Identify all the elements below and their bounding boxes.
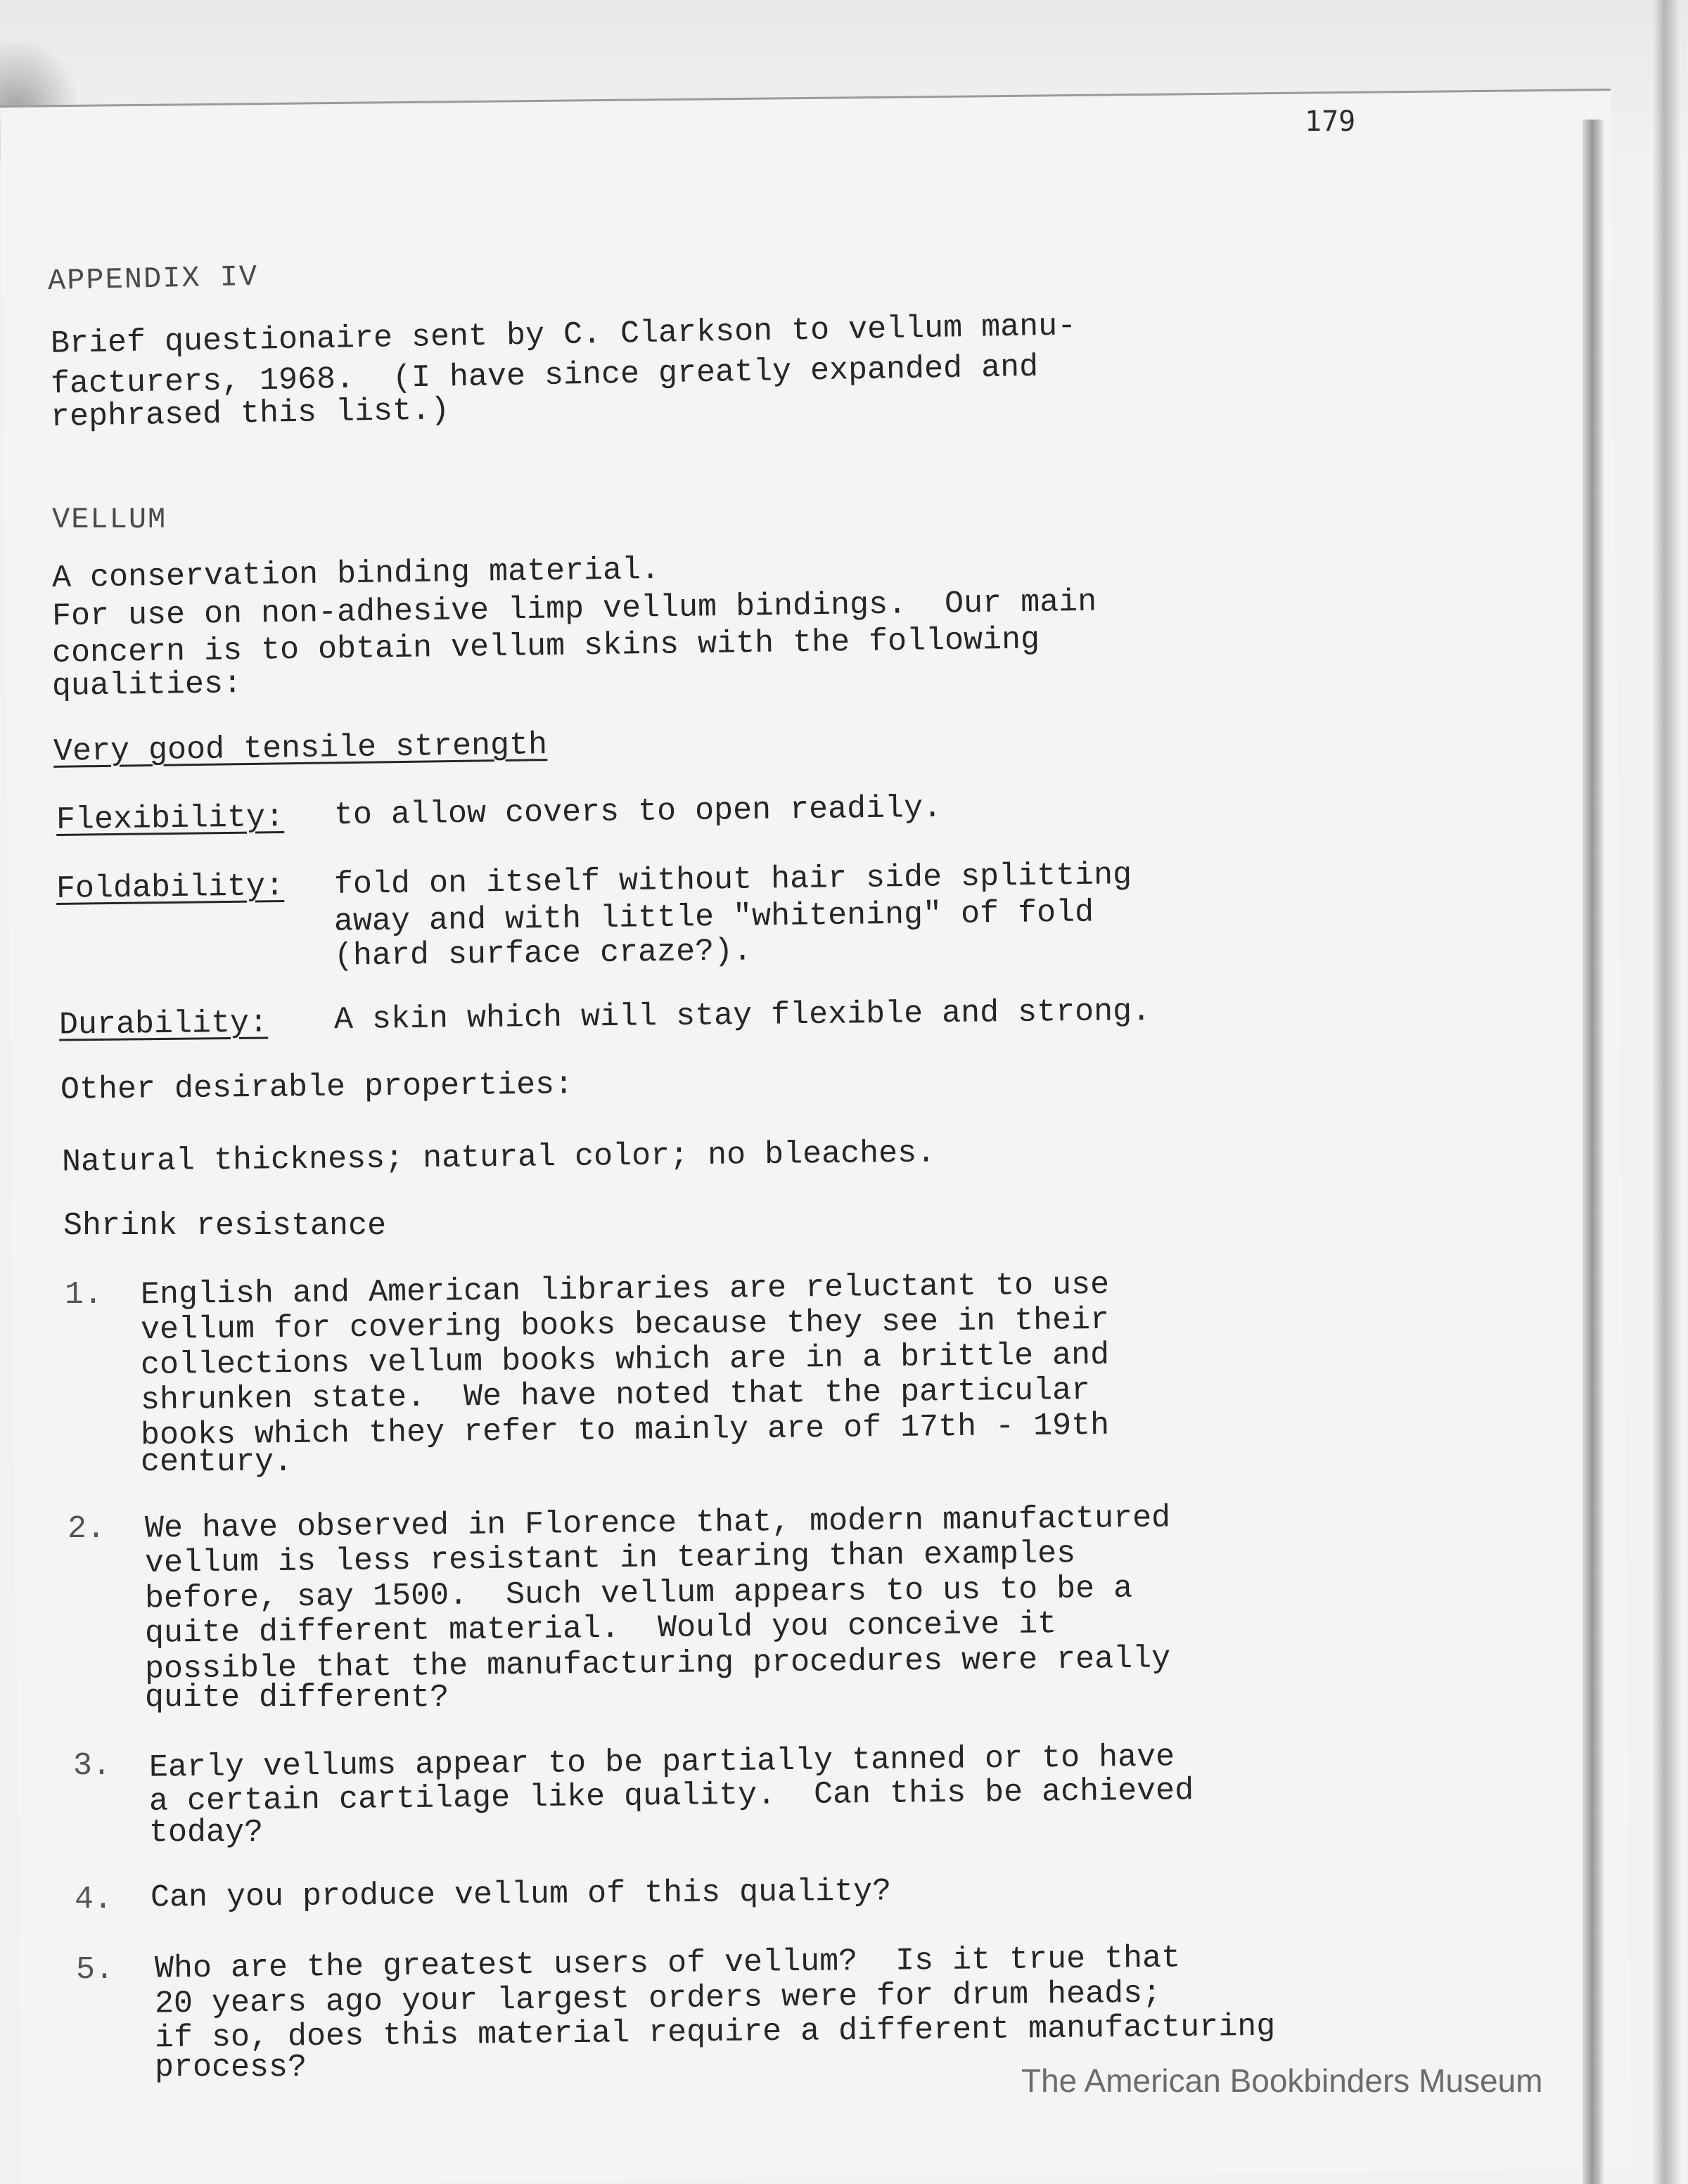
natural-properties-line: Natural thickness; natural color; no bleaches. [61,1135,936,1181]
section-heading: VELLUM [52,503,167,537]
shrink-resistance-line: Shrink resistance [63,1208,387,1244]
flexibility-text: to allow covers to open readily. [333,790,942,834]
question-5-line-4: process? [155,2050,307,2086]
question-1-line-3: collections vellum books which are in a brittle and [140,1337,1110,1384]
question-1-line-5: books which they refer to mainly are of 17th - 19th [140,1407,1110,1454]
question-1-line-6: century. [141,1444,293,1480]
question-5-line-1: Who are the greatest users of vellum? Is it true that [154,1940,1181,1987]
description-line-4: qualities: [51,666,243,705]
foldability-line-1: fold on itself without hair side splitting [333,857,1132,903]
question-2-line-5: possible that the manufacturing procedures were really [144,1640,1171,1688]
intro-line-2: facturers, 1968. (I have since greatly expanded and [50,349,1039,403]
question-2-line-6: quite different? [145,1680,449,1716]
question-1-line-4: shrunken state. We have noted that the particular [140,1372,1091,1419]
durability-text: A skin which will stay flexible and strong. [333,993,1151,1039]
question-3-line-2: a certain cartilage like quality. Can this be achieved [148,1773,1194,1820]
intro-line-1: Brief questionaire sent by C. Clarkson to vellum manu- [50,308,1077,362]
question-3-line-1: Early vellums appear to be partially tanned or to have [148,1739,1175,1786]
appendix-heading: APPENDIX IV [47,259,259,299]
question-1-number: 1. [65,1277,103,1313]
museum-watermark: The American Bookbinders Museum [1021,2062,1543,2099]
question-3-line-3: today? [149,1815,264,1851]
foldability-line-3: (hard surface craze?). [333,933,753,975]
foldability-line-2: away and with little "whitening" of fold [333,894,1094,940]
question-2-line-2: vellum is less resistant in tearing than examples [144,1536,1076,1581]
question-4-number: 4. [75,1882,113,1918]
question-2-line-3: before, say 1500. Such vellum appears to us to be a [144,1570,1133,1617]
description-line-1: A conservation binding material. [51,551,660,597]
page-number: 179 [1305,105,1356,138]
question-5-line-2: 20 years ago your largest orders were for drum heads; [154,1975,1162,2022]
foldability-label: Foldability: [56,868,285,907]
flexibility-label: Flexibility: [56,799,285,838]
question-1-line-1: English and American libraries are reluctant to use [140,1266,1110,1313]
description-line-2: For use on non-adhesive limp vellum bindings. Our main [51,584,1097,635]
question-2-number: 2. [68,1511,106,1547]
durability-label: Durability: [58,1005,269,1043]
other-properties-heading: Other desirable properties: [60,1067,574,1108]
question-2-line-4: quite different material. Would you conceive it [144,1606,1057,1652]
question-4-line-1: Can you produce vellum of this quality? [150,1873,892,1916]
question-3-number: 3. [73,1748,112,1784]
quality-heading: Very good tensile strength [53,727,548,770]
question-5-number: 5. [76,1952,115,1988]
question-5-line-3: if so, does this material require a different manufacturing [154,2008,1276,2057]
question-2-line-1: We have observed in Florence that, modern manufactured [144,1500,1171,1547]
intro-line-3: rephrased this list.) [50,392,450,435]
description-line-3: concern is to obtain vellum skins with the following [51,622,1040,672]
question-1-line-2: vellum for covering books because they see in their [140,1302,1110,1349]
